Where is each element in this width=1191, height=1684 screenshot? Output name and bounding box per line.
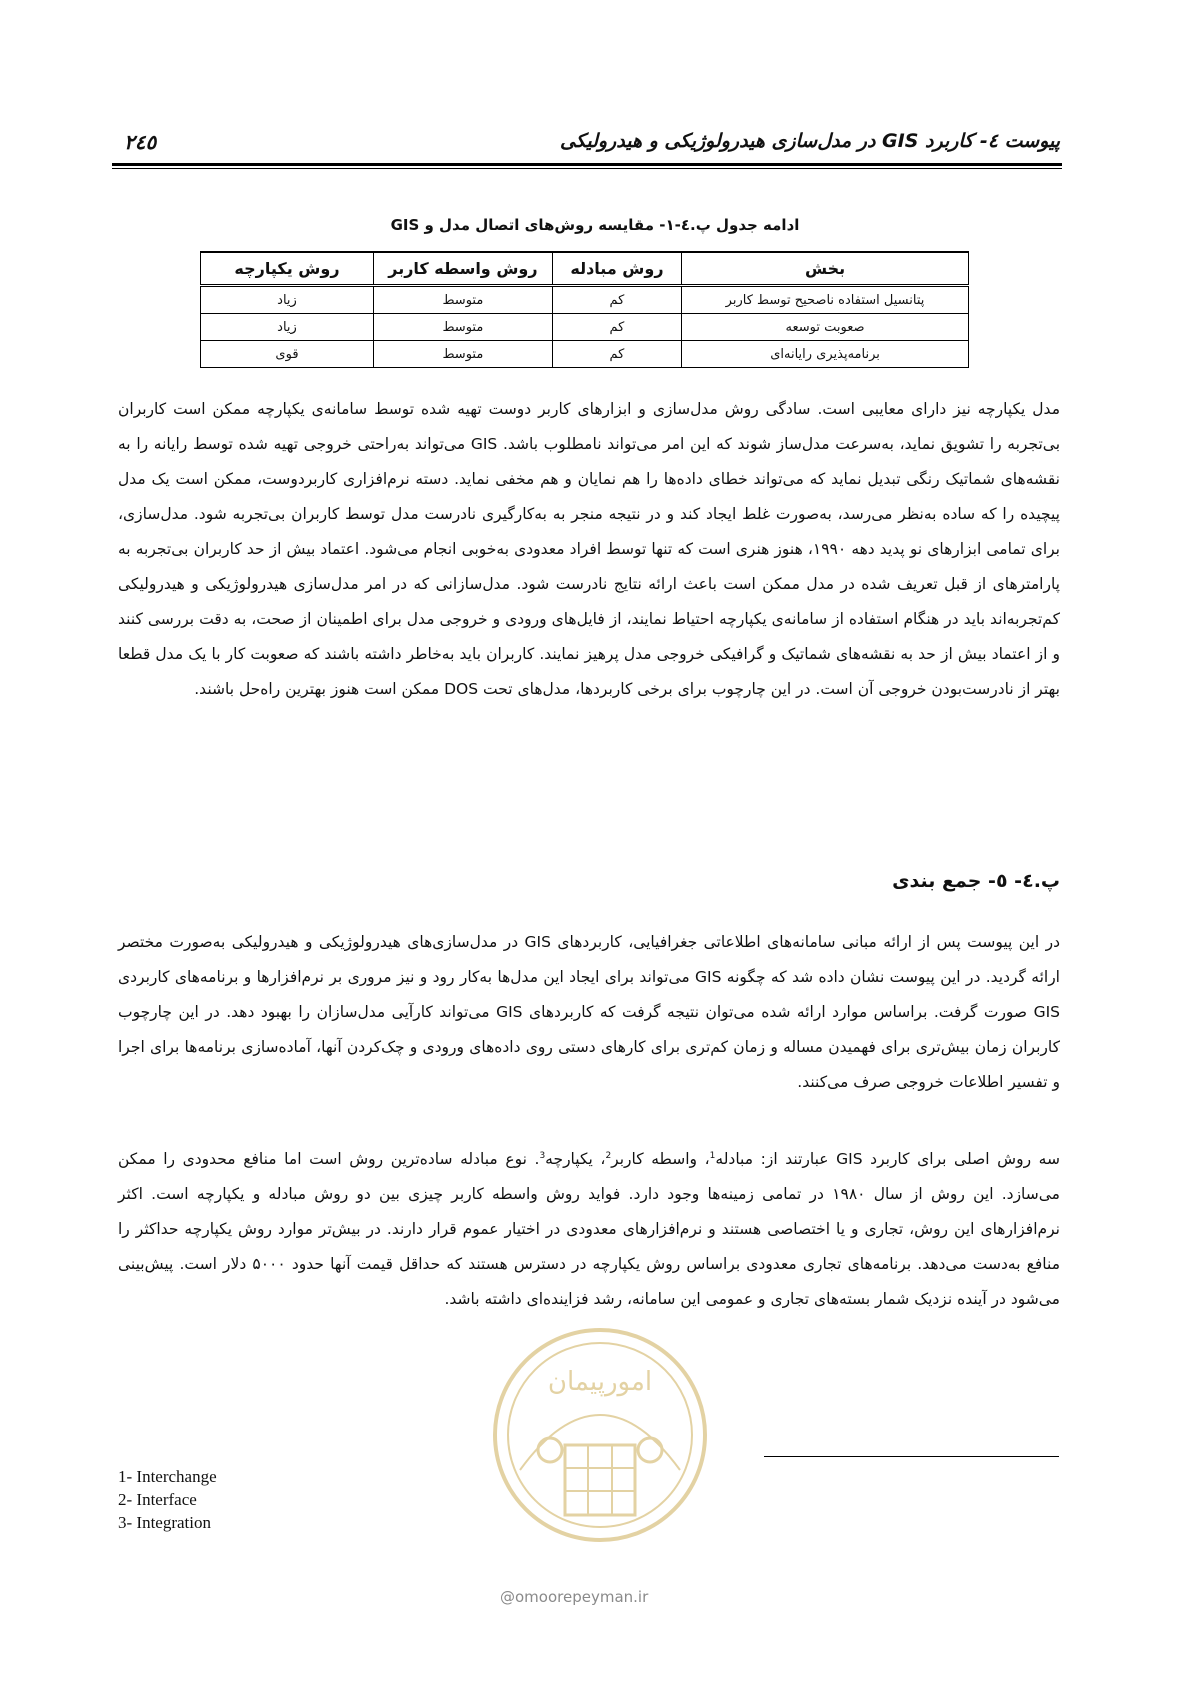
- table-cell: کم: [552, 314, 681, 341]
- table-cell: پتانسیل استفاده ناصحیح توسط کاربر: [682, 286, 969, 314]
- section-heading: پ.٤- ٥- جمع بندی: [892, 870, 1060, 892]
- table-cell: کم: [552, 286, 681, 314]
- table-caption: ادامه جدول پ.٤-١- مقایسه روش‌های اتصال مدل و GIS: [390, 216, 800, 234]
- paragraph-methods: [118, 1139, 1060, 1317]
- watermark-logo-text: امورپیمان: [547, 1367, 653, 1397]
- methods-text-2: ، واسطه کاربر: [611, 1150, 710, 1169]
- table-header-row: [201, 252, 969, 286]
- methods-text-1: سه روش اصلی برای کاربرد GIS عبارتند از: مبادله: [715, 1150, 1060, 1169]
- watermark-site: @omoorepeyman.ir: [500, 1588, 649, 1606]
- table-cell: متوسط: [373, 341, 552, 368]
- table-header-cell: روش یکپارچه: [201, 252, 374, 286]
- header-rule-thick: [112, 163, 1062, 166]
- footnote-ref[interactable]: 1: [709, 1151, 716, 1161]
- footnotes: [118, 1465, 217, 1534]
- watermark-site-text: omoorepeyman.ir: [515, 1588, 649, 1606]
- table-cell: متوسط: [373, 314, 552, 341]
- footnote-item: 1- Interchange: [118, 1467, 217, 1486]
- page-number: ٢٤٥: [124, 130, 157, 154]
- table-row: [201, 341, 969, 368]
- paragraph-summary: در این پیوست پس از ارائه مبانی سامانه‌های اطلاعاتی جغرافیایی، کاربردهای GIS در مدل‌سازی‌های هیدرولوژیکی و هیدرولیکی به‌صورت مختصر ارائه گردید. در این پیوست نشان داده شد که چگونه GIS می‌تواند برای ایجاد این مدل‌ها به‌کار رود و نیز مروری بر نرم‌افزارها و برنامه‌های کاربردی GIS صورت گرفت. براساس موارد ارائه شده می‌توان نتیجه گرفت که کاربردهای GIS می‌تواند کارآیی مدل‌سازان را بهبود دهد. در این چارچوب کاربران زمان بیش‌تری برای فهمیدن مساله و زمان کم‌تری برای کارهای دستی روی داده‌های ورودی و چک‌کردن آنها، آماده‌سازی برنامه‌ها برای اجرا و تفسیر اطلاعات خروجی صرف می‌کنند.: [118, 933, 1060, 1091]
- table-cell: برنامه‌پذیری رایانه‌ای: [682, 341, 969, 368]
- paragraph-integrated-drawbacks: مدل یکپارچه نیز دارای معایبی است. سادگی روش مدل‌سازی و ابزارهای کاربر دوست تهیه شده توسط سامانه‌ی یکپارچه ممکن است کاربران بی‌تجربه را تشویق نماید، به‌سرعت مدل‌ساز شوند که این امر می‌تواند نامطلوب باشد. GIS می‌تواند به‌راحتی خروجی تهیه شده توسط رایانه را به نقشه‌های شماتیک رنگی تبدیل نماید که می‌تواند خطای داده‌ها را هم نمایان و هم مخفی نماید. دسته نرم‌افزاری کاربردوست، ممکن است یک مدل پیچیده را که ساده به‌نظر می‌رسد، به‌صورت غلط ایجاد کند و در نتیجه منجر به به‌کارگیری نادرست مدل توسط کاربران بی‌تجربه شود. مدل‌سازی، برای تمامی ابزارهای نو پدید دهه ۱۹۹۰، هنوز هنری است که تنها توسط افراد معدودی به‌خوبی انجام می‌شود. اعتماد بیش از حد کاربران بی‌تجربه به پارامترهای از قبل تعریف شده در مدل ممکن است باعث ارائه نتایج نادرست شود. مدل‌سازانی که در امر مدل‌سازی هیدرولوژیکی و هیدرولیکی کم‌تجربه‌اند باید در هنگام استفاده از سامانه‌ی یکپارچه احتیاط نمایند، از فایل‌های ورودی و خروجی مدل برای اطمینان از صحت، به دقت بررسی کنند و از اعتماد بیش از حد به نقشه‌های شماتیک و گرافیکی خروجی مدل پرهیز نمایند. کاربران باید به‌خاطر داشته باشند که صعوبت کار با یک مدل قطعا بهتر از نادرست‌بودن خروجی آن است. در این چارچوب برای برخی کاربردها، مدل‌های تحت DOS ممکن است هنوز بهترین راه‌حل باشند.: [118, 400, 1061, 698]
- table-cell: قوی: [201, 341, 374, 368]
- header-rule-thin: [112, 168, 1062, 169]
- table-header-cell: بخش: [682, 252, 969, 286]
- methods-text-4: . نوع مبادله ساده‌ترین روش است اما منافع محدودی را ممکن می‌سازد. این روش از سال ۱۹۸۰ در تمامی زمینه‌ها وجود دارد. فواید روش واسطه کاربر چیزی بین دو روش مبادله و یکپارچه است. اکثر نرم‌افزارهای این روش، تجاری و یا اختصاصی هستند و نرم‌افزارهای معدودی در اختیار عموم قرار دارند. در بیش‌تر موارد روش یکپارچه حداکثر را منافع به‌دست می‌دهد. برنامه‌های تجاری معدودی براساس روش یکپارچه در دسترس هستند که حداقل قیمت آنها حدود ۵۰۰۰ دلار است. پیش‌بینی می‌شود در آینده نزدیک شمار بسته‌های تجاری و عمومی این سامانه، رشد فزاینده‌ای داشته باشد.: [118, 1150, 1060, 1309]
- table-cell: صعوبت توسعه: [682, 314, 969, 341]
- table-row: [201, 314, 969, 341]
- running-header: [118, 128, 1060, 168]
- table-header-cell: روش واسطه کاربر: [373, 252, 552, 286]
- comparison-table: [200, 251, 969, 368]
- footnote-item: 3- Integration: [118, 1513, 211, 1532]
- table-cell: متوسط: [373, 286, 552, 314]
- methods-text-3: ، یکپارچه: [545, 1150, 606, 1169]
- table-cell: زیاد: [201, 286, 374, 314]
- footnote-item: 2- Interface: [118, 1490, 197, 1509]
- footnote-ref[interactable]: 2: [605, 1151, 612, 1161]
- header-title: پیوست ٤- کاربرد GIS در مدل‌سازی هیدرولوژیکی و هیدرولیکی: [560, 130, 1060, 152]
- watermark-logo: [480, 1320, 720, 1570]
- table-cell: زیاد: [201, 314, 374, 341]
- table-header-cell: روش مبادله: [552, 252, 681, 286]
- table-row: [201, 286, 969, 314]
- footnote-ref[interactable]: 3: [539, 1151, 546, 1161]
- table-cell: کم: [552, 341, 681, 368]
- footnote-separator: [764, 1456, 1059, 1457]
